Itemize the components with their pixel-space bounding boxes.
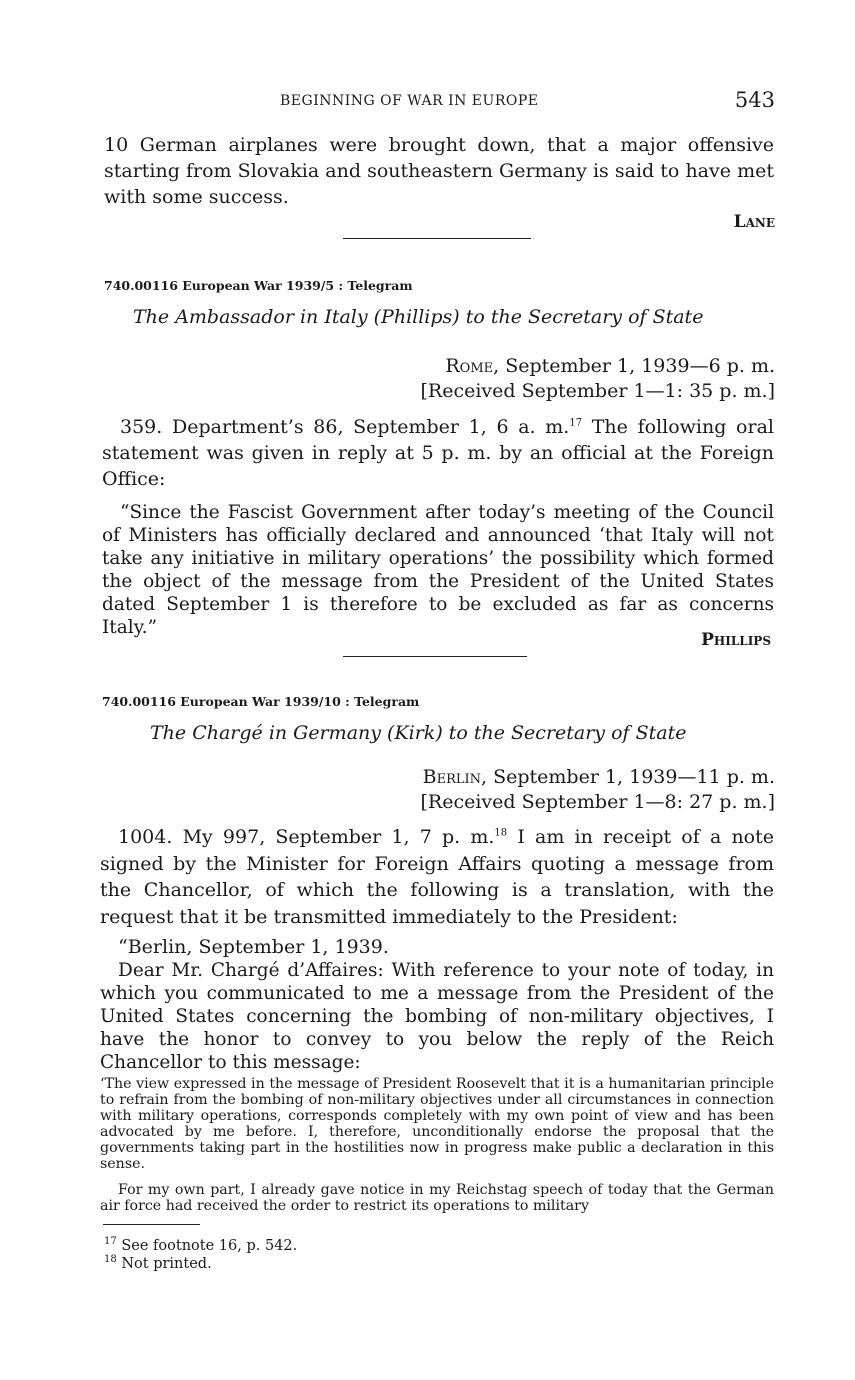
doc1-quote: “Since the Fascist Government after today’s meeting of the Council of Ministers has officially declared and announced ‘that Italy will not take any initiative in military operations’ the possibility which formed the object of the message from the President of the United States dated September 1 is therefore to be excluded as far as concerns Italy.” bbox=[102, 502, 774, 638]
doc2-received: [Received September 1—8: 27 p. m.] bbox=[420, 791, 775, 813]
doc2-inner-para-1: ‘The view expressed in the message of President Roosevelt that it is a humanitarian principle to refrain from the bombing of non-military objectives under all circumstances in connection with military operations, corresponds completely with my own point of view and has been advocated by me before. I, therefore, unconditionally endorse the proposal that the governments taking part in the hostilities now in progress make public a declaration in this sense. bbox=[100, 1076, 774, 1172]
footnote-mark: 18 bbox=[104, 1254, 117, 1266]
section-divider bbox=[343, 656, 527, 657]
doc1-para-start: 359. Department’s 86, September 1, 6 a. m. bbox=[120, 416, 570, 438]
doc1-dateline bbox=[445, 355, 775, 377]
doc2-quote-dateline: “Berlin, September 1, 1939. bbox=[118, 936, 389, 958]
section-divider bbox=[343, 238, 531, 239]
footnote-mark: 17 bbox=[104, 1236, 117, 1248]
doc1-received: [Received September 1—1: 35 p. m.] bbox=[420, 380, 775, 402]
intro-signature: Lane bbox=[733, 212, 775, 232]
doc1-signature: Phillips bbox=[701, 630, 771, 650]
doc2-place: Berlin bbox=[422, 766, 482, 788]
doc2-quote-body: Dear Mr. Chargé d’Affaires: With reference to your note of today, in which you communicated to me a message from the President of the United States concerning the bombing of non-military objectives, I have the honor to convey to you below the reply of the Reich Chancellor to this message: bbox=[100, 960, 774, 1073]
intro-paragraph: 10 German airplanes were brought down, that a major offensive starting from Slovakia and southeastern Germany is said to have met with some success. bbox=[104, 134, 774, 208]
footnote-ref-18: 18 bbox=[494, 827, 508, 839]
doc2-date: , September 1, 1939—11 p. m. bbox=[481, 766, 775, 788]
running-title: BEGINNING OF WAR IN EUROPE bbox=[280, 93, 539, 109]
doc2-para-rest: I am in receipt of a note signed by the Minister for Foreign Affairs quoting a message from the Chancellor, of which the following is a translation, with the request that it be transmitted immediately to the President: bbox=[100, 826, 774, 928]
doc2-title: The Chargé in Germany (Kirk) to the Secretary of State bbox=[150, 722, 687, 744]
doc2-para-start: 1004. My 997, September 1, 7 p. m. bbox=[118, 826, 495, 848]
footnote-18 bbox=[104, 1256, 212, 1273]
doc1-file-ref: 740.00116 European War 1939/5 : Telegram bbox=[104, 278, 413, 293]
doc1-title: The Ambassador in Italy (Phillips) to the Secretary of State bbox=[133, 306, 704, 328]
doc2-file-ref: 740.00116 European War 1939/10 : Telegram bbox=[102, 694, 420, 709]
footnote-17 bbox=[104, 1238, 297, 1255]
doc2-paragraph bbox=[100, 824, 774, 930]
footnote-text: See footnote 16, p. 542. bbox=[116, 1238, 298, 1254]
doc2-inner-para-2: For my own part, I already gave notice in my Reichstag speech of today that the German air force had received the order to restrict its operations to military bbox=[100, 1182, 774, 1214]
footnote-divider bbox=[103, 1224, 200, 1225]
doc1-paragraph bbox=[102, 414, 774, 492]
doc2-dateline bbox=[423, 766, 775, 788]
footnote-text: Not printed. bbox=[116, 1256, 212, 1272]
doc1-date: , September 1, 1939—6 p. m. bbox=[493, 355, 775, 377]
footnote-ref-17: 17 bbox=[569, 417, 583, 429]
doc1-para-rest: The following oral statement was given in reply at 5 p. m. by an official at the Foreign Office: bbox=[102, 416, 774, 490]
doc1-place: Rome bbox=[445, 355, 494, 377]
page-number: 543 bbox=[734, 88, 775, 112]
